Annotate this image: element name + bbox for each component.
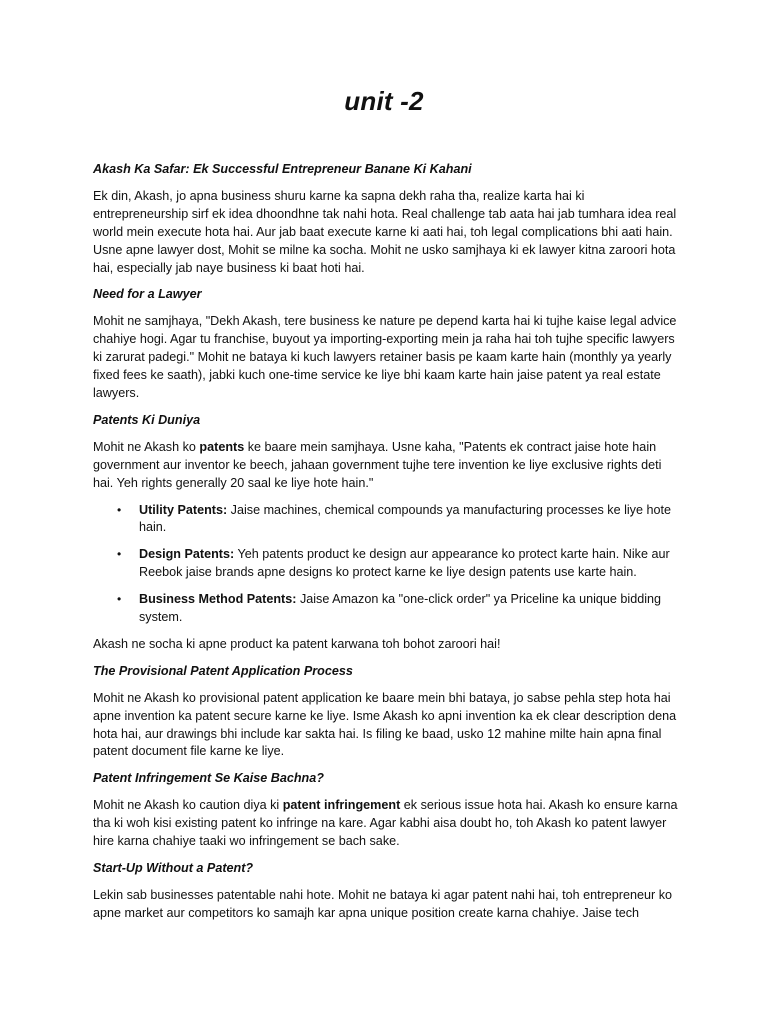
paragraph-text: ke baare mein samjhaya. Usne kaha, "Patents ek contract jaise hote hain government aur inventor ke beech, jahaan government tujhe tere invention ke liye exclusive rights deti hai. Yeh rights generally 20 saal ke liye hote hain." [93, 439, 662, 490]
section-paragraph [93, 797, 683, 851]
section-paragraph: Lekin sab businesses patentable nahi hote. Mohit ne bataya ki agar patent nahi hai, toh entrepreneur ko apne market aur competitors ko samajh kar apna unique position create karna chahiye. Jaise tech [93, 887, 673, 920]
list-item-term: Utility Patents: [139, 502, 228, 517]
list-item-text: Jaise Amazon ka "one-click order" ya Priceline ka unique bidding system. [139, 592, 662, 625]
list-item-term: Business Method Patents: [139, 592, 297, 607]
patent-types-list [93, 502, 683, 627]
list-item-term: Design Patents: [139, 547, 235, 562]
bold-term: patents [199, 439, 245, 454]
section-closing: Akash ne socha ki apne product ka patent karwana toh bohot zaroori hai! [93, 636, 501, 651]
paragraph-text: ek serious issue hota hai. Akash ko ensure karna tha ki woh kisi existing patent ko infringe na kare. Agar kabhi aisa doubt ho, toh Akash ko patent lawyer hire karna chahiye taaki wo infringement se bach sake. [93, 798, 678, 849]
bullet-icon: • [117, 592, 122, 607]
document-title: unit -2 [344, 86, 424, 116]
section-paragraph: Ek din, Akash, jo apna business shuru karne ka sapna dekh raha tha, realize karta hai ki entrepreneurship sirf ek idea dhoondhne tak nahi hota. Real challenge tab aata hai jab tumhara idea real world mein execute hota hai. Aur jab baat execute karne ki aati hai, toh legal complications bhi aati hain. Usne apne lawyer dost, Mohit se milne ka socha. Mohit ne usko samjhaya ki ek lawyer kitna zaroori hota hai, especially jab naye business ki baat hoti hai. [93, 188, 677, 275]
section-heading: Akash Ka Safar: Ek Successful Entrepreneur Banane Ki Kahani [93, 162, 472, 176]
section-heading: Start-Up Without a Patent? [93, 861, 254, 875]
section-heading: Need for a Lawyer [93, 287, 202, 302]
bold-term: patent infringement [282, 798, 401, 813]
section-paragraph: Mohit ne samjhaya, "Dekh Akash, tere business ke nature pe depend karta hai ki tujhe kaise legal advice chahiye hogi. Agar tu franchise, buyout ya importing-exporting mein ja raha hai toh tujhe specific lawyers ki zarurat padegi." Mohit ne bataya ki kuch lawyers retainer basis pe kaam karte hain (monthly ya yearly fixed fees ke saath), jabki kuch one-time service ke liye bhi kaam karte hain jaise patent ya real estate lawyers. [93, 314, 677, 400]
section-heading: The Provisional Patent Application Process [93, 663, 353, 678]
section-heading: Patent Infringement Se Kaise Bachna? [93, 771, 324, 786]
list-item-text: Yeh patents product ke design aur appearance ko protect karte hain. Nike aur Reebok jaise brands apne designs ko protect karne ke liye design patents use karte hain. [139, 547, 670, 580]
paragraph-text: Mohit ne Akash ko caution diya ki [93, 798, 283, 813]
paragraph-text: Mohit ne Akash ko [93, 439, 200, 454]
list-item-text: Jaise machines, chemical compounds ya manufacturing processes ke liye hote hain. [139, 502, 671, 535]
list-item [117, 546, 683, 582]
bullet-icon: • [117, 502, 122, 517]
section-paragraph [93, 439, 683, 493]
list-item [117, 502, 683, 538]
list-item [117, 591, 683, 627]
section-paragraph: Mohit ne Akash ko provisional patent application ke baare mein bhi bataya, jo sabse pehla step hota hai apne invention ka patent secure karne ke liye. Isme Akash ko apni invention ka ek clear description dena hota hai, aur drawings bhi include kar sakta hai. Is filing ke baad, usko 12 mahine milte hain apna final patent document file karne ke liye. [93, 690, 677, 759]
bullet-icon: • [117, 547, 122, 562]
section-heading: Patents Ki Duniya [93, 412, 201, 427]
document-body [93, 161, 683, 932]
